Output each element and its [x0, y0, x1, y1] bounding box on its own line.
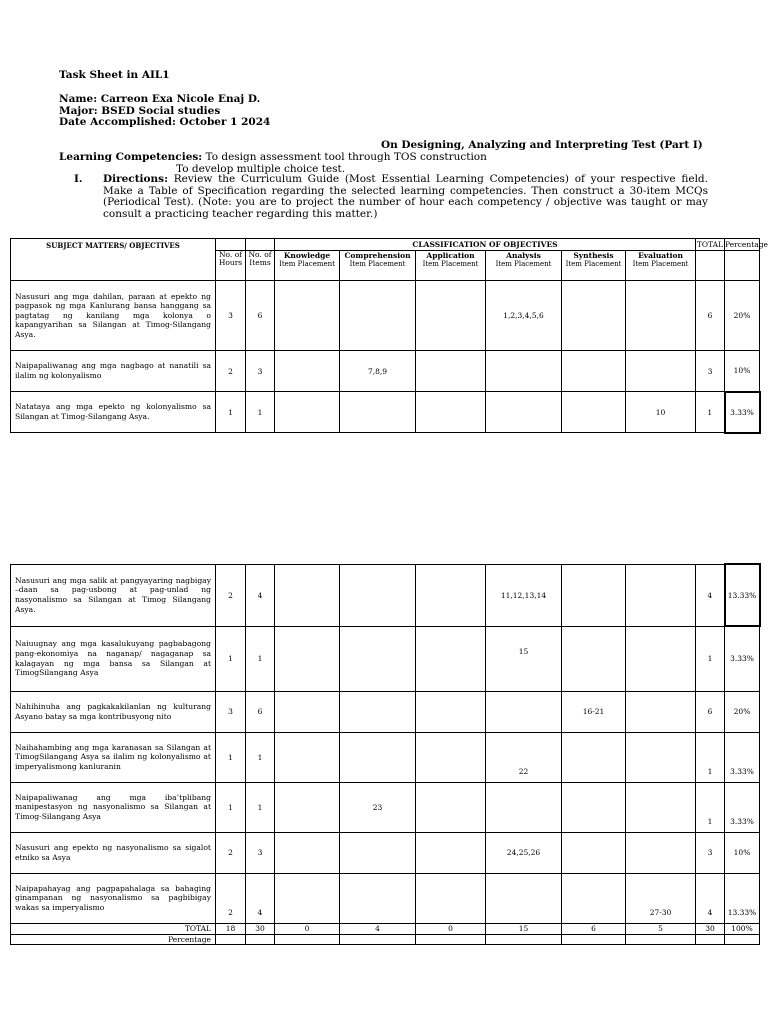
table-row: Naipapaliwanag ang mga nagbago at nanatili sa ilalim ng kolonyalismo 2 3 7,8,9 3 10% — [11, 351, 760, 392]
table-row: Nasusuri ang mga dahilan, paraan at epekto ng pagpasok ng mga Kanlurang bansa hanggang sa pagtatag ng kanilang mga kolonya o kapangyarihan sa Silangan at Timog-Silangang Asya. 3 6 1,2,3,4,5,6 6 20% — [11, 281, 760, 351]
directions-number: I. — [74, 173, 83, 185]
header-no-of-items: No. of Items — [246, 251, 275, 281]
header-comprehension: Comprehension Item Placement — [340, 251, 416, 281]
learning-competencies — [59, 151, 487, 163]
task-sheet-title: Task Sheet in AIL1 — [59, 69, 170, 81]
header-knowledge: Knowledge Item Placement — [275, 251, 340, 281]
table-row: Nasusuri ang epekto ng nasyonalismo sa sigalot etniko sa Asya 2 3 24,25,26 3 10% — [11, 832, 760, 873]
header-percentage: Percentage — [725, 240, 768, 249]
directions-text: Review the Curriculum Guide (Most Essential Learning Competencies) of your respective field. Make a Table of Specification regarding the selected learning competencies. Then construct a 30-item MCQs (Periodical Test). (Note: you are to project the number of hour each competency / objective was taught or may consult a practicing teacher regarding this matter.) — [103, 173, 708, 220]
document-title: On Designing, Analyzing and Interpreting Test (Part I) — [381, 139, 703, 151]
date-accomplished: Date Accomplished: October 1 2024 — [59, 116, 271, 128]
header-evaluation: Evaluation Item Placement — [626, 251, 696, 281]
student-major: Major: BSED Social studies — [59, 105, 221, 117]
header-application: Application Item Placement — [416, 251, 486, 281]
header-synthesis: Synthesis Item Placement — [562, 251, 626, 281]
header-analysis: Analysis Item Placement — [486, 251, 562, 281]
competency-1: To design assessment tool through TOS construction — [205, 151, 487, 163]
percentage-row: Percentage — [11, 934, 760, 944]
directions — [74, 174, 708, 220]
header-no-of-hours: No. of Hours — [216, 251, 246, 281]
table-row: Naipapahayag ang pagpapahalaga sa bahaging ginampanan ng nasyonalismo sa pagbibigay wakas sa imperyalismo 2 4 27-30 4 13.33% — [11, 873, 760, 923]
header-total: TOTAL — [696, 240, 724, 249]
table-row: Nasusuri ang mga salik at pangyayaring nagbigay –daan sa pag-usbong at pag-unlad ng nasyonalismo sa Silangan at Timog Silangang Asya. 2 4 11,12,13,14 4 13.33% — [11, 564, 760, 626]
table-row: Naihahambing ang mga karanasan sa Silangan at TimogSilangang Asya sa ilalim ng kolonyalismo at imperyalismong kanluranin 1 1 22 1 3.33% — [11, 732, 760, 782]
competencies-label: Learning Competencies: — [59, 151, 203, 163]
tos-table-part-2 — [10, 563, 761, 945]
totals-row: TOTAL 18 30 0 4 0 15 6 5 30 100% — [11, 923, 760, 934]
table-row: Natataya ang mga epekto ng kolonyalismo sa Silangan at Timog-Silangang Asya. 1 1 10 1 3.33% — [11, 392, 760, 433]
student-name: Name: Carreon Exa Nicole Enaj D. — [59, 93, 261, 105]
table-row: Naipapaliwanag ang mga iba’tplibang manipestasyon ng nasyonalismo sa Silangan at Timog-Silangang Asya 1 1 23 1 3.33% — [11, 782, 760, 832]
header-subject-matters: SUBJECT MATTERS/ OBJECTIVES — [11, 239, 216, 281]
table-row: Nahihinuha ang pagkakakilanlan ng kulturang Asyano batay sa mga kontribusyong nito 3 6 16-21 6 20% — [11, 691, 760, 732]
directions-label: Directions: — [103, 173, 168, 185]
table-row: Naiuugnay ang mga kasalukuyang pagbabagong pang-ekonomiya na naganap/ nagaganap sa kalagayan ng mga bansa sa Silangan at TimogSilangang Asya 1 1 15 1 3.33% — [11, 626, 760, 691]
header-classification: CLASSIFICATION OF OBJECTIVES — [275, 239, 696, 251]
competency-2: To develop multiple choice test. — [176, 163, 346, 175]
tos-table-part-1 — [10, 238, 768, 434]
